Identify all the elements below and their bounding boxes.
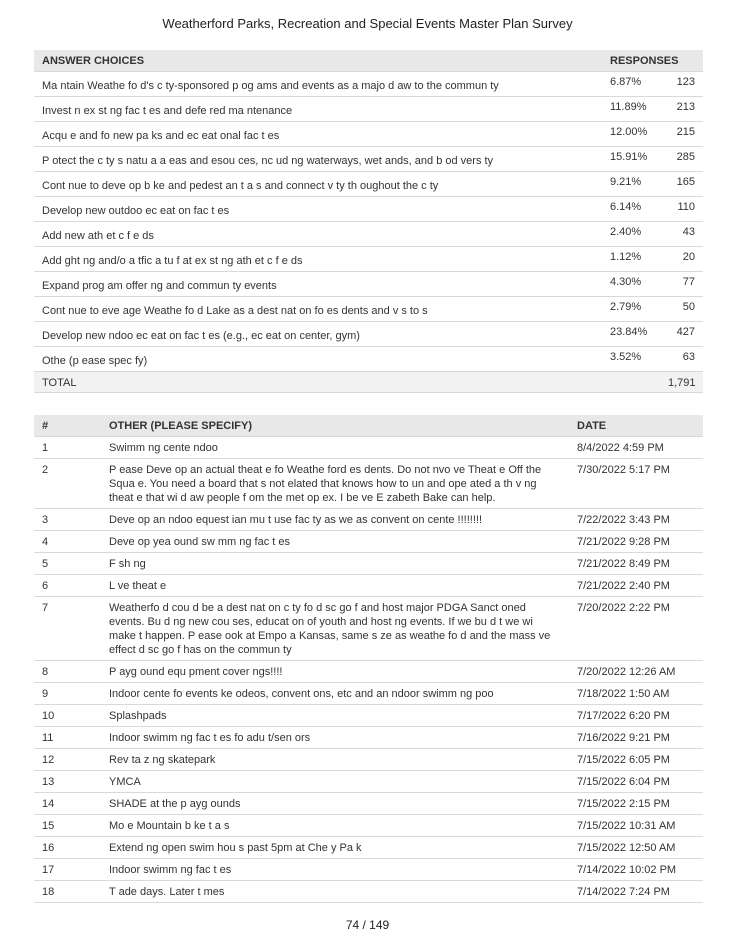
response-count: 285 [660,147,703,172]
other-row [34,881,703,903]
other-row [34,837,703,859]
other-row [34,575,703,597]
other-response-text: Swimm ng cente ndoo [101,437,569,459]
other-row [34,683,703,705]
response-count: 427 [660,322,703,347]
response-date: 7/21/2022 9:28 PM [569,531,703,553]
answer-row [34,172,703,197]
other-row [34,509,703,531]
response-count: 77 [660,272,703,297]
answer-choice: Add ght ng and/o a tfic a tu f at ex st ng ath et c f e ds [34,247,602,272]
row-number: 7 [34,597,101,661]
answer-choice: Ma ntain Weathe fo d's c ty-sponsored p og ams and events as a majo d aw to the commun ty [34,72,602,97]
response-percent: 11.89% [602,97,660,122]
response-percent: 1.12% [602,247,660,272]
response-date: 7/20/2022 2:22 PM [569,597,703,661]
responses-header: RESPONSES [602,50,703,72]
other-row [34,553,703,575]
response-count: 123 [660,72,703,97]
other-specify-header: OTHER (PLEASE SPECIFY) [101,415,569,437]
answer-choice: P otect the c ty s natu a a eas and esou ces, nc ud ng waterways, wet ands, and b od vers ty [34,147,602,172]
row-number: 12 [34,749,101,771]
response-percent: 6.14% [602,197,660,222]
page-number: 74 / 149 [345,918,390,932]
answer-choice: Add new ath et c f e ds [34,222,602,247]
response-date: 7/15/2022 6:05 PM [569,749,703,771]
response-date: 7/15/2022 6:04 PM [569,771,703,793]
answer-row [34,97,703,122]
answer-choice: Cont nue to eve age Weathe fo d Lake as a dest nat on fo es dents and v s to s [34,297,602,322]
other-response-text: P ayg ound equ pment cover ngs!!!! [101,661,569,683]
response-date: 7/30/2022 5:17 PM [569,459,703,509]
answer-row [34,272,703,297]
response-date: 7/15/2022 2:15 PM [569,793,703,815]
answer-row [34,222,703,247]
response-percent: 23.84% [602,322,660,347]
response-percent: 2.40% [602,222,660,247]
other-response-text: Deve op yea ound sw mm ng fac t es [101,531,569,553]
row-number: 10 [34,705,101,727]
row-number: 16 [34,837,101,859]
row-number: 4 [34,531,101,553]
other-row [34,793,703,815]
other-row [34,815,703,837]
answer-choices-header: ANSWER CHOICES [34,50,602,72]
other-row [34,705,703,727]
response-percent: 12.00% [602,122,660,147]
other-row [34,661,703,683]
other-response-text: Splashpads [101,705,569,727]
response-date: 7/20/2022 12:26 AM [569,661,703,683]
answers-body [34,72,703,393]
date-header: DATE [569,415,703,437]
other-response-text: Extend ng open swim hou s past 5pm at Che y Pa k [101,837,569,859]
answer-choice: Acqu e and fo new pa ks and ec eat onal fac t es [34,122,602,147]
total-percent [602,372,660,393]
other-response-text: Indoor swimm ng fac t es [101,859,569,881]
other-response-text: YMCA [101,771,569,793]
other-row [34,749,703,771]
answer-row [34,322,703,347]
response-count: 165 [660,172,703,197]
other-response-text: Weatherfo d cou d be a dest nat on c ty fo d sc go f and host major PDGA Sanct oned events. Bu d ng new cou ses, educat on of youth and host ng events. If we bu d t we wi make t happen. P ease ook at Empo a Kansas, same s ze as weathe fo d and the mass ve effect d sc go f has on the commun ty [101,597,569,661]
row-number: 2 [34,459,101,509]
answer-row [34,197,703,222]
answer-choice: Develop new ndoo ec eat on fac t es (e.g., ec eat on center, gym) [34,322,602,347]
response-date: 7/22/2022 3:43 PM [569,509,703,531]
row-number: 17 [34,859,101,881]
row-number: 6 [34,575,101,597]
answer-row [34,297,703,322]
response-count: 215 [660,122,703,147]
response-count: 63 [660,347,703,372]
response-date: 7/14/2022 7:24 PM [569,881,703,903]
answer-choice: Invest n ex st ng fac t es and defe red ma ntenance [34,97,602,122]
answer-choice: Othe (p ease spec fy) [34,347,602,372]
answer-row [34,347,703,372]
other-response-text: P ease Deve op an actual theat e fo Weathe ford es dents. Do not nvo ve Theat e Off the Squa e. You need a board that s not elated that knows how to un and ope ated a th v ng theat e that wi d aw people f om the met op ex. I be ve E zabeth Bake can help. [101,459,569,509]
row-number: 11 [34,727,101,749]
answer-choice: Cont nue to deve op b ke and pedest an t a s and connect v ty th oughout the c ty [34,172,602,197]
total-count: 1,791 [660,372,703,393]
response-date: 7/14/2022 10:02 PM [569,859,703,881]
response-percent: 2.79% [602,297,660,322]
answer-row [34,122,703,147]
answer-header-row [34,50,703,72]
answer-choices-table [34,50,703,393]
other-row [34,531,703,553]
response-date: 7/16/2022 9:21 PM [569,727,703,749]
response-date: 8/4/2022 4:59 PM [569,437,703,459]
row-number: 8 [34,661,101,683]
answer-row [34,247,703,272]
other-row [34,459,703,509]
page-title: Weatherford Parks, Recreation and Special Events Master Plan Survey [162,16,573,31]
answer-choice: Expand prog am offer ng and commun ty events [34,272,602,297]
response-date: 7/15/2022 10:31 AM [569,815,703,837]
row-number: 13 [34,771,101,793]
other-header-row [34,415,703,437]
answer-row [34,147,703,172]
row-number: 9 [34,683,101,705]
other-response-text: F sh ng [101,553,569,575]
other-row [34,859,703,881]
row-number: 15 [34,815,101,837]
response-date: 7/17/2022 6:20 PM [569,705,703,727]
total-row [34,372,703,393]
other-response-text: L ve theat e [101,575,569,597]
response-count: 20 [660,247,703,272]
other-responses-table [34,415,703,903]
row-number: 5 [34,553,101,575]
other-row [34,597,703,661]
response-percent: 9.21% [602,172,660,197]
other-response-text: SHADE at the p ayg ounds [101,793,569,815]
total-label: TOTAL [34,372,602,393]
other-response-text: Indoor cente fo events ke odeos, convent ons, etc and an ndoor swimm ng poo [101,683,569,705]
number-header: # [34,415,101,437]
response-percent: 3.52% [602,347,660,372]
response-count: 110 [660,197,703,222]
response-count: 213 [660,97,703,122]
answer-row [34,72,703,97]
other-response-text: T ade days. Later t mes [101,881,569,903]
response-percent: 15.91% [602,147,660,172]
response-date: 7/21/2022 2:40 PM [569,575,703,597]
response-percent: 6.87% [602,72,660,97]
other-response-text: Mo e Mountain b ke t a s [101,815,569,837]
row-number: 3 [34,509,101,531]
other-row [34,437,703,459]
other-response-text: Deve op an ndoo equest ian mu t use fac ty as we as convent on cente !!!!!!!! [101,509,569,531]
row-number: 1 [34,437,101,459]
response-date: 7/18/2022 1:50 AM [569,683,703,705]
response-date: 7/15/2022 12:50 AM [569,837,703,859]
response-percent: 4.30% [602,272,660,297]
answer-choice: Develop new outdoo ec eat on fac t es [34,197,602,222]
response-date: 7/21/2022 8:49 PM [569,553,703,575]
response-count: 50 [660,297,703,322]
other-row [34,771,703,793]
other-response-text: Indoor swimm ng fac t es fo adu t/sen ors [101,727,569,749]
response-count: 43 [660,222,703,247]
other-row [34,727,703,749]
other-response-text: Rev ta z ng skatepark [101,749,569,771]
other-body [34,437,703,903]
row-number: 18 [34,881,101,903]
row-number: 14 [34,793,101,815]
